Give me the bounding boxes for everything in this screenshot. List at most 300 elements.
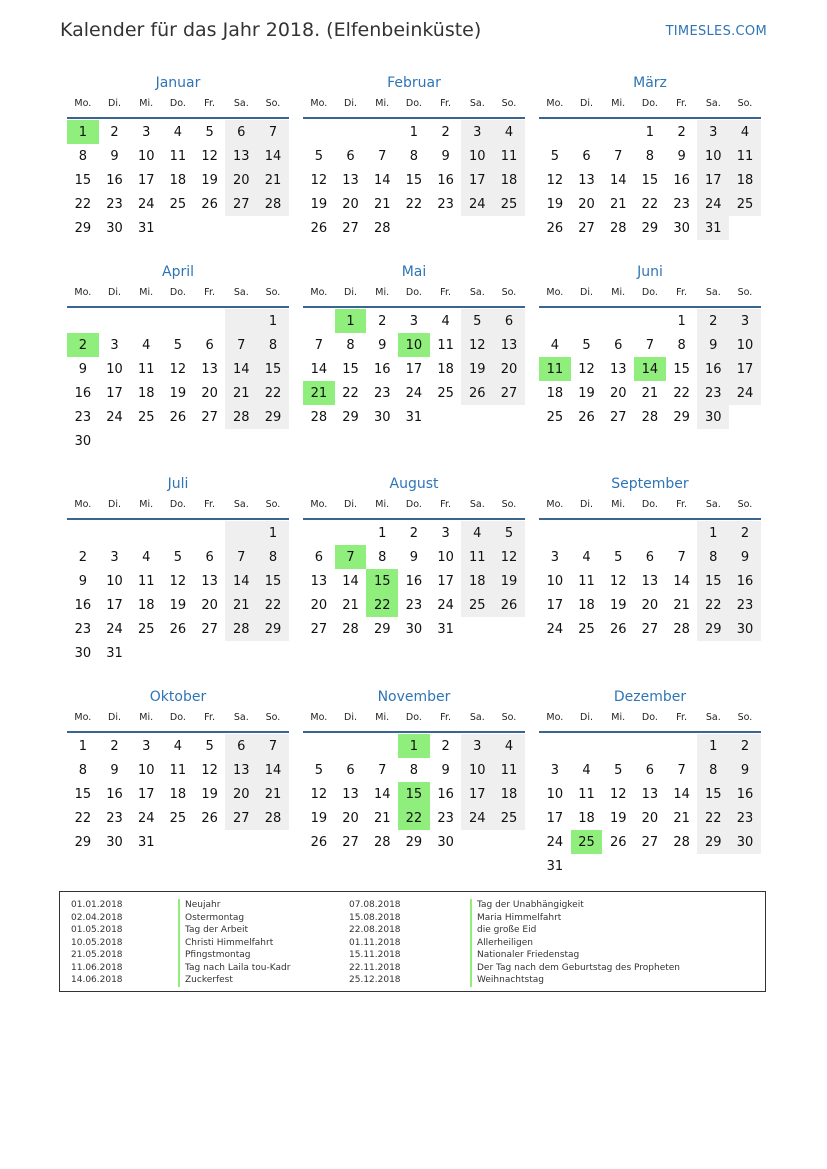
day-cell: 22 <box>697 806 729 830</box>
weekday-header <box>67 497 289 520</box>
day-cell: 23 <box>405 597 423 613</box>
weekday-label: Di. <box>108 287 122 298</box>
weekday-label: Mi. <box>139 712 154 723</box>
day-cell: 3 <box>461 734 493 758</box>
weekday-label: Mo. <box>546 98 564 109</box>
weekday-label: Mo. <box>310 712 328 723</box>
day-cell: 30 <box>673 220 690 236</box>
empty-cell <box>162 641 194 665</box>
empty-cell <box>430 216 462 240</box>
day-cell: 28 <box>257 192 289 216</box>
day-cell: 8 <box>78 762 87 778</box>
day-cell: 4 <box>493 120 525 144</box>
day-cell: 3 <box>110 337 119 353</box>
day-cell: 27 <box>609 409 627 425</box>
day-cell: 11 <box>578 786 595 802</box>
weekday-label: Mi. <box>611 712 626 723</box>
weekday-label: Mo. <box>74 499 92 510</box>
day-cell: 18 <box>493 782 525 806</box>
day-cell: 26 <box>461 381 493 405</box>
holiday-name: Tag der Unabhängigkeit <box>470 899 584 912</box>
weekday-label: So. <box>737 499 753 510</box>
weekday-label: Mo. <box>74 712 92 723</box>
weekday-label: Mo. <box>310 287 328 298</box>
month-juni <box>539 262 761 429</box>
day-cell: 21 <box>609 196 627 212</box>
day-cell: 11 <box>461 545 493 569</box>
day-cell: 25 <box>493 192 525 216</box>
day-cell: 15 <box>257 569 289 593</box>
weekday-label: Do. <box>641 98 658 109</box>
day-cell: 25 <box>578 621 595 637</box>
empty-cell <box>461 405 493 429</box>
day-cell: 16 <box>405 573 423 589</box>
day-cell: 20 <box>310 597 328 613</box>
empty-cell <box>257 429 289 453</box>
day-cell: 20 <box>342 196 359 212</box>
day-cell: 10 <box>461 144 493 168</box>
day-cell: 5 <box>582 337 591 353</box>
day-cell: 15 <box>74 786 92 802</box>
holiday-name: Zuckerfest <box>178 974 233 987</box>
day-cell: 7 <box>677 762 686 778</box>
day-cell: 11 <box>729 144 761 168</box>
day-cell: 25 <box>546 409 564 425</box>
weekday-label: Mi. <box>139 287 154 298</box>
day-cell: 1 <box>697 521 729 545</box>
empty-cell <box>602 120 634 144</box>
day-cell: 2 <box>67 333 99 357</box>
day-cell: 23 <box>74 621 92 637</box>
empty-cell <box>130 309 162 333</box>
day-cell: 5 <box>205 124 214 140</box>
day-cell: 5 <box>461 309 493 333</box>
empty-cell <box>539 734 571 758</box>
day-cell: 6 <box>614 337 623 353</box>
day-cell: 14 <box>373 172 391 188</box>
day-cell: 8 <box>346 337 355 353</box>
weekday-label: Mo. <box>546 499 564 510</box>
weekday-label: Di. <box>580 712 594 723</box>
days-grid <box>539 521 761 641</box>
day-cell: 1 <box>78 738 87 754</box>
day-cell: 21 <box>673 597 690 613</box>
empty-cell <box>493 216 525 240</box>
day-cell: 18 <box>169 172 187 188</box>
day-cell: 9 <box>110 148 119 164</box>
empty-cell <box>493 405 525 429</box>
holiday-date: 07.08.2018 <box>349 900 401 910</box>
day-cell: 9 <box>78 361 87 377</box>
month-name: Oktober <box>149 689 207 705</box>
day-cell: 19 <box>310 810 328 826</box>
day-cell: 4 <box>550 337 559 353</box>
day-cell: 2 <box>378 313 387 329</box>
day-cell: 5 <box>205 738 214 754</box>
day-cell: 2 <box>441 738 450 754</box>
month-januar <box>67 73 289 240</box>
empty-cell <box>225 830 257 854</box>
day-cell: 24 <box>106 409 123 425</box>
empty-cell <box>493 830 525 854</box>
days-grid <box>303 521 525 641</box>
weekday-label: Fr. <box>204 98 215 109</box>
day-cell: 7 <box>314 337 323 353</box>
day-cell: 11 <box>493 144 525 168</box>
holiday-date: 22.08.2018 <box>349 925 401 935</box>
empty-cell <box>461 617 493 641</box>
day-cell: 17 <box>546 810 564 826</box>
day-cell: 2 <box>78 549 87 565</box>
day-cell: 27 <box>225 806 257 830</box>
day-cell: 31 <box>697 216 729 240</box>
day-cell: 29 <box>342 409 359 425</box>
holiday-name: Allerheiligen <box>470 937 533 950</box>
weekday-label: Mi. <box>375 98 390 109</box>
day-cell: 13 <box>342 786 359 802</box>
day-cell: 16 <box>373 361 391 377</box>
holiday-name: Ostermontag <box>178 912 244 925</box>
day-cell: 16 <box>437 786 454 802</box>
empty-cell <box>225 641 257 665</box>
day-cell: 16 <box>74 597 92 613</box>
days-grid <box>303 309 525 429</box>
holiday-name: Tag der Arbeit <box>178 924 248 937</box>
weekday-label: So. <box>501 499 517 510</box>
day-cell: 28 <box>373 220 391 236</box>
weekday-header <box>303 710 525 733</box>
day-cell: 28 <box>257 806 289 830</box>
day-cell: 10 <box>398 333 430 357</box>
day-cell: 12 <box>310 172 328 188</box>
day-cell: 13 <box>225 144 257 168</box>
day-cell: 30 <box>74 645 92 661</box>
day-cell: 3 <box>142 124 151 140</box>
weekday-label: Di. <box>108 712 122 723</box>
day-cell: 6 <box>346 762 355 778</box>
weekday-label: Fr. <box>440 499 451 510</box>
day-cell: 1 <box>398 734 430 758</box>
empty-cell <box>194 830 226 854</box>
day-cell: 3 <box>110 549 119 565</box>
day-cell: 12 <box>546 172 564 188</box>
empty-cell <box>571 309 603 333</box>
day-cell: 7 <box>335 545 367 569</box>
empty-cell <box>335 734 367 758</box>
day-cell: 30 <box>437 834 454 850</box>
weekday-label: Di. <box>580 98 594 109</box>
empty-cell <box>729 405 761 429</box>
month-august <box>303 474 525 641</box>
holiday-name: Weihnachtstag <box>470 974 544 987</box>
day-cell: 7 <box>378 762 387 778</box>
day-cell: 6 <box>346 148 355 164</box>
day-cell: 26 <box>609 621 627 637</box>
empty-cell <box>602 734 634 758</box>
day-cell: 22 <box>366 593 398 617</box>
day-cell: 11 <box>539 357 571 381</box>
holiday-date: 10.05.2018 <box>71 937 123 948</box>
days-grid <box>303 120 525 240</box>
day-cell: 9 <box>110 762 119 778</box>
day-cell: 31 <box>137 834 155 850</box>
day-cell: 25 <box>437 385 454 401</box>
day-cell: 15 <box>257 357 289 381</box>
day-cell: 13 <box>493 333 525 357</box>
day-cell: 6 <box>645 549 655 565</box>
day-cell: 9 <box>729 545 761 569</box>
weekday-label: Sa. <box>233 287 249 298</box>
month-name: Juli <box>167 476 189 492</box>
day-cell: 22 <box>74 196 92 212</box>
day-cell: 14 <box>673 573 690 589</box>
holiday-name: die große Eid <box>470 924 536 937</box>
day-cell: 29 <box>673 409 690 425</box>
day-cell: 21 <box>373 810 391 826</box>
day-cell: 28 <box>225 405 257 429</box>
day-cell: 2 <box>409 525 419 541</box>
day-cell: 29 <box>405 834 423 850</box>
holiday-date: 14.06.2018 <box>71 975 123 985</box>
empty-cell <box>602 521 634 545</box>
day-cell: 17 <box>461 782 493 806</box>
weekday-label: Fr. <box>204 287 215 298</box>
day-cell: 24 <box>697 192 729 216</box>
day-cell: 2 <box>729 734 761 758</box>
day-cell: 9 <box>441 148 450 164</box>
weekday-label: So. <box>737 98 753 109</box>
day-cell: 1 <box>677 313 686 329</box>
day-cell: 23 <box>729 806 761 830</box>
day-cell: 22 <box>673 385 690 401</box>
empty-cell <box>729 216 761 240</box>
weekday-label: Do. <box>641 287 658 298</box>
day-cell: 18 <box>137 597 155 613</box>
day-cell: 19 <box>169 597 187 613</box>
weekday-label: Do. <box>405 712 422 723</box>
month-mai <box>303 262 525 429</box>
empty-cell <box>571 854 603 878</box>
day-cell: 13 <box>641 573 659 589</box>
day-cell: 4 <box>729 120 761 144</box>
day-cell: 20 <box>201 597 218 613</box>
weekday-label: Do. <box>641 499 658 510</box>
day-cell: 18 <box>493 168 525 192</box>
day-cell: 29 <box>74 220 92 236</box>
day-cell: 28 <box>342 621 359 637</box>
day-cell: 1 <box>257 309 289 333</box>
day-cell: 9 <box>409 549 419 565</box>
day-cell: 15 <box>342 361 359 377</box>
day-cell: 1 <box>335 309 367 333</box>
day-cell: 26 <box>310 834 328 850</box>
month-oktober <box>67 687 289 854</box>
day-cell: 16 <box>697 357 729 381</box>
day-cell: 26 <box>493 593 525 617</box>
empty-cell <box>225 429 257 453</box>
day-cell: 17 <box>106 597 123 613</box>
weekday-label: Fr. <box>204 712 215 723</box>
day-cell: 29 <box>373 621 391 637</box>
day-cell: 21 <box>225 593 257 617</box>
day-cell: 5 <box>614 549 623 565</box>
day-cell: 30 <box>74 433 92 449</box>
day-cell: 24 <box>106 621 123 637</box>
day-cell: 4 <box>582 549 591 565</box>
day-cell: 9 <box>677 148 686 164</box>
day-cell: 30 <box>373 409 391 425</box>
empty-cell <box>602 854 634 878</box>
day-cell: 15 <box>398 782 430 806</box>
day-cell: 8 <box>697 758 729 782</box>
weekday-label: Sa. <box>705 712 721 723</box>
day-cell: 17 <box>106 385 123 401</box>
day-cell: 22 <box>257 593 289 617</box>
day-cell: 25 <box>169 196 187 212</box>
day-cell: 14 <box>310 361 328 377</box>
day-cell: 21 <box>303 381 335 405</box>
day-cell: 13 <box>225 758 257 782</box>
day-cell: 2 <box>677 124 686 140</box>
empty-cell <box>162 309 194 333</box>
day-cell: 4 <box>493 734 525 758</box>
month-name: April <box>162 264 194 280</box>
weekday-label: Sa. <box>469 499 485 510</box>
weekday-label: Sa. <box>469 98 485 109</box>
weekday-label: Mi. <box>611 499 626 510</box>
day-cell: 3 <box>142 738 151 754</box>
weekday-header <box>67 285 289 308</box>
empty-cell <box>130 429 162 453</box>
day-cell: 23 <box>673 196 690 212</box>
day-cell: 3 <box>461 120 493 144</box>
day-cell: 18 <box>461 569 493 593</box>
day-cell: 25 <box>493 806 525 830</box>
empty-cell <box>194 429 226 453</box>
day-cell: 5 <box>314 148 323 164</box>
empty-cell <box>697 854 729 878</box>
holiday-date: 15.11.2018 <box>349 950 401 960</box>
weekday-label: Fr. <box>440 98 451 109</box>
day-cell: 7 <box>614 148 623 164</box>
weekday-label: Fr. <box>676 98 687 109</box>
day-cell: 6 <box>582 148 591 164</box>
day-cell: 23 <box>106 196 123 212</box>
month-november <box>303 687 525 854</box>
day-cell: 22 <box>74 810 92 826</box>
month-name: Januar <box>155 75 201 91</box>
weekday-label: Mo. <box>74 287 92 298</box>
day-cell: 19 <box>201 172 218 188</box>
empty-cell <box>634 854 666 878</box>
month-name: Juni <box>637 264 663 280</box>
weekday-label: So. <box>737 712 753 723</box>
day-cell: 28 <box>673 621 690 637</box>
day-cell: 22 <box>342 385 359 401</box>
day-cell: 12 <box>461 333 493 357</box>
empty-cell <box>162 429 194 453</box>
day-cell: 15 <box>366 569 398 593</box>
day-cell: 24 <box>546 621 564 637</box>
holiday-name: Christi Himmelfahrt <box>178 937 273 950</box>
empty-cell <box>303 120 335 144</box>
empty-cell <box>461 216 493 240</box>
day-cell: 21 <box>257 782 289 806</box>
day-cell: 15 <box>405 172 423 188</box>
day-cell: 12 <box>609 786 627 802</box>
holiday-name: Maria Himmelfahrt <box>470 912 561 925</box>
day-cell: 1 <box>645 124 655 140</box>
day-cell: 13 <box>641 786 659 802</box>
empty-cell <box>539 120 571 144</box>
holiday-date: 11.06.2018 <box>71 962 123 973</box>
day-cell: 3 <box>729 309 761 333</box>
month-name: Mai <box>401 264 427 280</box>
day-cell: 15 <box>697 569 729 593</box>
empty-cell <box>493 617 525 641</box>
day-cell: 27 <box>493 381 525 405</box>
day-cell: 19 <box>578 385 595 401</box>
month-april <box>67 262 289 453</box>
site-link[interactable]: TIMESLES.COM <box>665 24 767 39</box>
day-cell: 19 <box>609 597 627 613</box>
empty-cell <box>571 734 603 758</box>
weekday-label: So. <box>737 287 753 298</box>
day-cell: 10 <box>106 573 123 589</box>
day-cell: 18 <box>437 361 454 377</box>
empty-cell <box>194 309 226 333</box>
empty-cell <box>67 521 99 545</box>
day-cell: 18 <box>578 810 595 826</box>
day-cell: 16 <box>729 569 761 593</box>
day-cell: 21 <box>225 381 257 405</box>
day-cell: 25 <box>571 830 603 854</box>
day-cell: 4 <box>582 762 591 778</box>
day-cell: 18 <box>137 385 155 401</box>
day-cell: 14 <box>342 573 359 589</box>
day-cell: 2 <box>110 124 119 140</box>
day-cell: 1 <box>409 124 419 140</box>
month-dezember <box>539 687 761 878</box>
holiday-name: Pfingstmontag <box>178 949 250 962</box>
weekday-label: Fr. <box>204 499 215 510</box>
day-cell: 20 <box>225 782 257 806</box>
weekday-header <box>539 285 761 308</box>
day-cell: 29 <box>697 617 729 641</box>
weekday-label: So. <box>501 98 517 109</box>
day-cell: 20 <box>641 597 659 613</box>
weekday-label: Fr. <box>440 287 451 298</box>
day-cell: 13 <box>201 573 218 589</box>
empty-cell <box>194 641 226 665</box>
day-cell: 30 <box>729 830 761 854</box>
day-cell: 17 <box>137 786 155 802</box>
day-cell: 8 <box>645 148 655 164</box>
weekday-header <box>539 497 761 520</box>
day-cell: 17 <box>405 361 423 377</box>
weekday-header <box>303 285 525 308</box>
day-cell: 2 <box>697 309 729 333</box>
day-cell: 12 <box>310 786 328 802</box>
day-cell: 7 <box>257 120 289 144</box>
day-cell: 6 <box>314 549 323 565</box>
empty-cell <box>430 405 462 429</box>
weekday-label: Mo. <box>546 287 564 298</box>
day-cell: 11 <box>493 758 525 782</box>
day-cell: 17 <box>137 172 155 188</box>
day-cell: 27 <box>201 409 218 425</box>
day-cell: 8 <box>409 148 419 164</box>
